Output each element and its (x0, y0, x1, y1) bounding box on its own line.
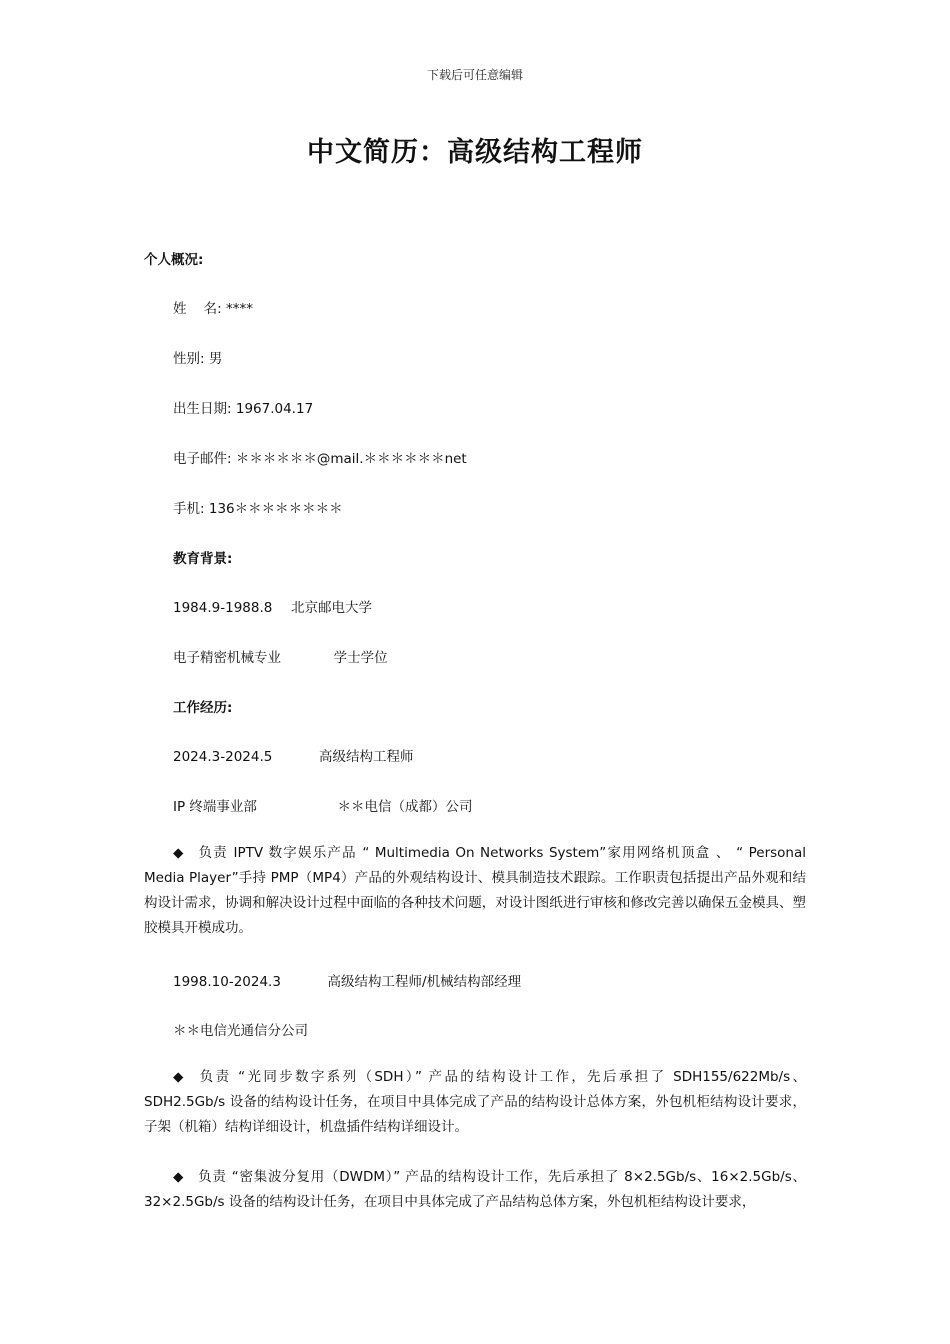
header-note: 下载后可任意编辑 (426, 68, 523, 82)
email-value: ＊＊＊＊＊＊@mail.＊＊＊＊＊＊net (235, 451, 467, 467)
job2-description-1 (144, 1065, 806, 1140)
job2-period: 1998.10-2024.3 (173, 974, 281, 990)
job2-desc1-text: 负责 “光同步数字系列（SDH）” 产品的结构设计工作，先后承担了 SDH155/622Mb/s、SDH2.5Gb/s 设备的结构设计任务，在项目中具体完成了产品的结构设计总体方案，外包机柜结构设计要求，子架（机箱）结构详细设计，机盘插件结构详细设计。 (144, 1069, 806, 1135)
education-period: 1984.9-1988.8 (173, 600, 273, 616)
education-degree: 学士学位 (333, 650, 388, 666)
email-label: 电子邮件: (173, 451, 232, 467)
section-heading-education: 教育背景: (173, 551, 233, 567)
gender-label: 性别: (173, 351, 205, 367)
job1-period: 2024.3-2024.5 (173, 749, 273, 765)
gender-row (173, 347, 222, 367)
gender-value: 男 (208, 351, 223, 367)
job2-company: ＊＊电信光通信分公司 (173, 1023, 308, 1039)
birth-value: 1967.04.17 (235, 401, 314, 417)
birth-row (173, 397, 313, 417)
name-label: 姓 名: (173, 301, 222, 317)
bullet-icon: ◆ (173, 845, 185, 861)
job2-row (173, 970, 521, 990)
phone-row (173, 497, 343, 517)
education-row (173, 596, 372, 616)
major-row (173, 646, 388, 666)
section-heading-personal: 个人概况: (144, 252, 204, 268)
bullet-icon: ◆ (173, 1069, 186, 1085)
bullet-icon: ◆ (173, 1169, 185, 1185)
job2-title: 高级结构工程师/机械结构部经理 (327, 974, 522, 990)
name-value: **** (226, 301, 254, 317)
email-row (173, 447, 467, 467)
job1-company: ＊＊电信（成都）公司 (337, 799, 473, 815)
job1-desc-text: 负责 IPTV 数字娱乐产品 “ Multimedia On Networks System”家用网络机顶盒 、 “ Personal Media Player”手持 PMP（MP4）产品的外观结构设计、模具制造技术跟踪。工作职责包括提出产品外观和结构设计需求，协调和解决设计过程中面临的各种技术问题，对设计图纸进行审核和修改完善以确保五金模具、塑胶模具开模成功。 (144, 845, 806, 936)
education-school: 北京邮电大学 (290, 600, 372, 616)
job1-dept: IP 终端事业部 (173, 799, 257, 815)
job1-description (144, 841, 806, 941)
job1-row (173, 745, 413, 765)
education-major: 电子精密机械专业 (173, 650, 281, 666)
job2-desc2-text: 负责 “密集波分复用（DWDM）” 产品的结构设计工作，先后承担了 8×2.5Gb/s、16×2.5Gb/s、32×2.5Gb/s 设备的结构设计任务，在项目中具体完成了产品结构总体方案，外包机柜结构设计要求， (144, 1169, 806, 1210)
phone-label: 手机: (173, 501, 205, 517)
job2-company-row (173, 1019, 308, 1039)
name-row (173, 297, 253, 317)
birth-label: 出生日期: (173, 401, 232, 417)
page-title: 中文简历：高级结构工程师 (307, 137, 643, 168)
job1-company-row (173, 795, 473, 815)
section-heading-work: 工作经历: (173, 700, 233, 716)
phone-value: 136＊＊＊＊＊＊＊＊ (208, 501, 343, 517)
job1-title: 高级结构工程师 (318, 749, 414, 765)
job2-description-2 (144, 1165, 806, 1215)
